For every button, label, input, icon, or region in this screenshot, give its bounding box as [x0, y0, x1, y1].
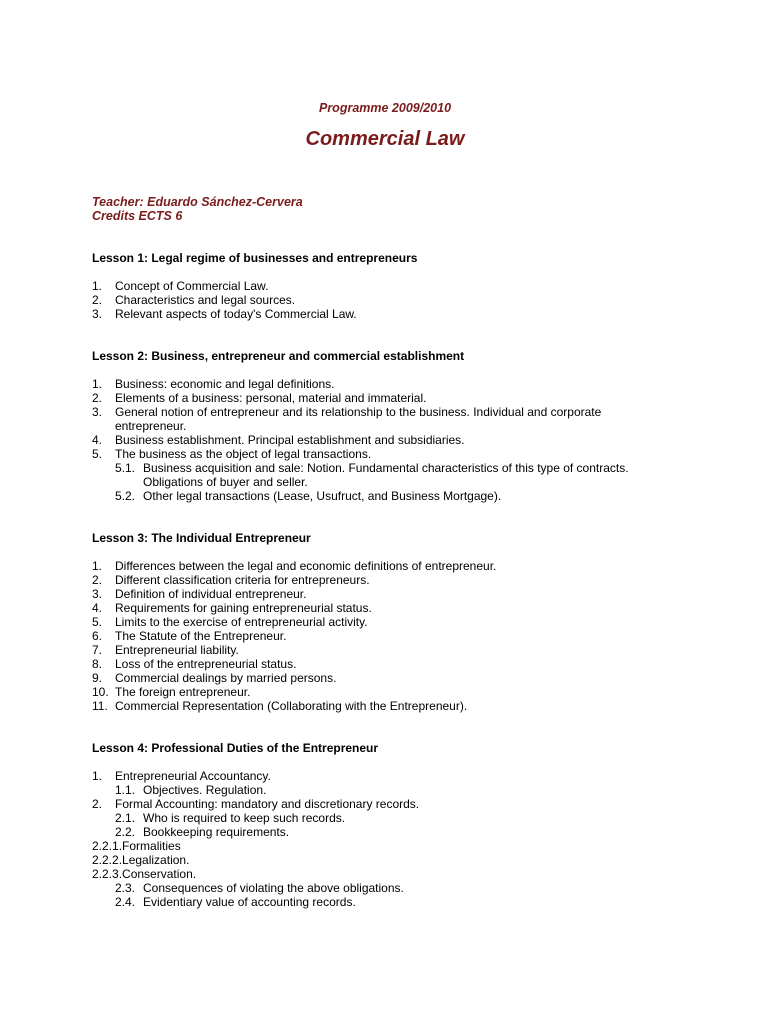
item-number: 5.1. — [115, 461, 136, 475]
item-text: Characteristics and legal sources. — [115, 293, 296, 307]
list-subsubitem — [92, 839, 692, 853]
item-text: The Statute of the Entrepreneur. — [115, 629, 287, 643]
item-text: Who is required to keep such records. — [143, 811, 346, 825]
lesson-3-section — [92, 531, 692, 713]
list-item — [92, 307, 692, 321]
item-text: Loss of the entrepreneurial status. — [115, 657, 297, 671]
item-number: 2.1. — [115, 811, 136, 825]
list-subsubitem — [92, 867, 692, 881]
item-text: Commercial Representation (Collaborating with the Entrepreneur). — [115, 699, 468, 713]
item-continuation: Obligations of buyer and seller. — [143, 475, 308, 489]
item-number: 2.2.3. — [92, 867, 123, 881]
item-text: Objectives. Regulation. — [143, 783, 267, 797]
item-number: 2. — [92, 573, 103, 587]
item-text: Business acquisition and sale: Notion. Fundamental characteristics of this type of contracts. — [143, 461, 629, 475]
list-item — [92, 671, 692, 685]
credits-line: Credits ECTS 6 — [92, 209, 183, 223]
list-item — [92, 377, 692, 391]
item-number: 5. — [92, 447, 103, 461]
item-continuation: entrepreneur. — [115, 419, 187, 433]
item-number: 11. — [92, 699, 108, 713]
item-text: Consequences of violating the above obligations. — [143, 881, 404, 895]
item-number: 9. — [92, 671, 103, 685]
list-item — [92, 769, 692, 783]
list-item — [92, 573, 692, 587]
list-item — [92, 699, 692, 713]
item-text: Definition of individual entrepreneur. — [115, 587, 307, 601]
list-subitem — [92, 881, 692, 895]
item-number: 6. — [92, 629, 103, 643]
item-text: The foreign entrepreneur. — [115, 685, 251, 699]
list-item — [92, 587, 692, 601]
item-text: Evidentiary value of accounting records. — [143, 895, 356, 909]
item-text: Relevant aspects of today's Commercial Law. — [115, 307, 357, 321]
list-subsubitem — [92, 853, 692, 867]
item-text: Legalization. — [122, 853, 190, 867]
list-item — [92, 293, 692, 307]
item-number: 1. — [92, 559, 103, 573]
item-text: Entrepreneurial liability. — [115, 643, 239, 657]
item-text: Formal Accounting: mandatory and discretionary records. — [115, 797, 420, 811]
item-text: Other legal transactions (Lease, Usufruct, and Business Mortgage). — [143, 489, 502, 503]
item-number: 3. — [92, 307, 103, 321]
list-subitem — [92, 461, 692, 475]
lesson-4-heading: Lesson 4: Professional Duties of the Entrepreneur — [92, 741, 379, 755]
list-item — [92, 447, 692, 461]
item-text: Conservation. — [122, 867, 197, 881]
item-text: Bookkeeping requirements. — [143, 825, 290, 839]
item-text: Requirements for gaining entrepreneurial status. — [115, 601, 372, 615]
list-item — [92, 559, 692, 573]
item-text: Concept of Commercial Law. — [115, 279, 269, 293]
item-number: 2.3. — [115, 881, 136, 895]
item-text: The business as the object of legal transactions. — [115, 447, 372, 461]
item-text: Formalities — [122, 839, 181, 853]
item-text: Business: economic and legal definitions. — [115, 377, 335, 391]
item-number: 1. — [92, 279, 103, 293]
item-number: 1.1. — [115, 783, 136, 797]
list-item — [92, 391, 692, 405]
item-text: Elements of a business: personal, material and immaterial. — [115, 391, 427, 405]
teacher-line: Teacher: Eduardo Sánchez-Cervera — [92, 195, 303, 209]
list-item — [92, 685, 692, 699]
item-number: 2.2.1. — [92, 839, 123, 853]
item-number: 2.2. — [115, 825, 136, 839]
list-item — [92, 643, 692, 657]
lesson-1-heading: Lesson 1: Legal regime of businesses and entrepreneurs — [92, 251, 418, 265]
item-number: 2. — [92, 391, 103, 405]
list-item — [92, 601, 692, 615]
list-item — [92, 279, 692, 293]
item-text: General notion of entrepreneur and its relationship to the business. Individual and corporate — [115, 405, 602, 419]
lesson-1-section — [92, 251, 692, 321]
item-text: Entrepreneurial Accountancy. — [115, 769, 271, 783]
list-subitem — [92, 895, 692, 909]
lesson-2-section — [92, 349, 692, 503]
item-number: 1. — [92, 769, 103, 783]
list-subitem — [92, 811, 692, 825]
item-number: 7. — [92, 643, 103, 657]
item-number: 2.2.2. — [92, 853, 123, 867]
item-number: 10. — [92, 685, 109, 699]
list-item — [92, 405, 692, 419]
item-text: Commercial dealings by married persons. — [115, 671, 337, 685]
item-number: 5.2. — [115, 489, 136, 503]
list-item — [92, 615, 692, 629]
list-subitem — [92, 825, 692, 839]
document-title: Commercial Law — [305, 128, 465, 150]
item-number: 2.4. — [115, 895, 136, 909]
item-number: 5. — [92, 615, 103, 629]
list-subitem — [92, 783, 692, 797]
list-item — [92, 657, 692, 671]
item-number: 4. — [92, 433, 103, 447]
programme-year: Programme 2009/2010 — [318, 101, 452, 115]
item-text: Differences between the legal and economic definitions of entrepreneur. — [115, 559, 497, 573]
list-item — [92, 433, 692, 447]
item-text: Limits to the exercise of entrepreneurial activity. — [115, 615, 368, 629]
list-item — [92, 629, 692, 643]
item-text: Different classification criteria for entrepreneurs. — [115, 573, 370, 587]
item-number: 2. — [92, 293, 103, 307]
lesson-3-heading: Lesson 3: The Individual Entrepreneur — [92, 531, 311, 545]
item-number: 4. — [92, 601, 103, 615]
lesson-4-section — [92, 741, 692, 909]
item-number: 1. — [92, 377, 103, 391]
item-number: 3. — [92, 405, 103, 419]
list-item — [92, 797, 692, 811]
item-text: Business establishment. Principal establishment and subsidiaries. — [115, 433, 465, 447]
item-number: 3. — [92, 587, 103, 601]
item-number: 8. — [92, 657, 103, 671]
course-meta — [92, 195, 303, 223]
lesson-2-heading: Lesson 2: Business, entrepreneur and commercial establishment — [92, 349, 465, 363]
item-number: 2. — [92, 797, 103, 811]
list-subitem — [92, 489, 692, 503]
